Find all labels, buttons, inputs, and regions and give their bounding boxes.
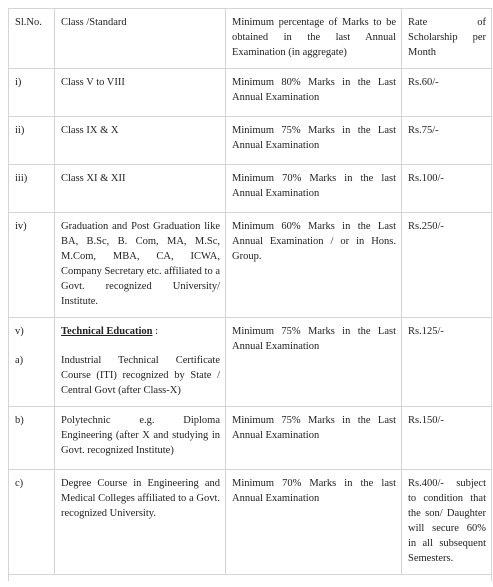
row-sl: v) (15, 326, 24, 337)
row-class: Industrial Technical Certificate Course (ITI) recognized by State / Central Govt (after Class-X) (61, 355, 220, 396)
table-header-row (9, 9, 492, 69)
row-class: Graduation and Post Graduation like BA, B.Sc, B. Com, MA, M.Sc, M.Com, MBA, CA, ICWA, Company Secretary etc. affiliated to a Govt. recognized University/ Institute. (55, 213, 226, 318)
row-min-marks: Minimum 70% Marks in the last Annual Examination (226, 165, 402, 213)
row-rate: Rs.60/- (402, 69, 492, 117)
row-class: Class IX & X (55, 117, 226, 165)
header-class: Class /Standard (55, 9, 226, 69)
row-sl: iv) (9, 213, 55, 318)
row-min-marks: Minimum 75% Marks in the Last Annual Examination (226, 117, 402, 165)
section-heading: Technical Education (61, 326, 153, 337)
row-rate: Rs.100/- (402, 165, 492, 213)
section-heading-suffix: : (152, 326, 159, 337)
row-min-marks: Minimum 75% Marks in the Last Annual Examination (226, 318, 402, 407)
row-sl-group (9, 318, 55, 407)
table-row (9, 407, 492, 470)
row-class-group (55, 318, 226, 407)
header-min-marks: Minimum percentage of Marks to be obtained in the last Annual Examination (in aggregate) (226, 9, 402, 69)
row-min-marks: Minimum 80% Marks in the Last Annual Examination (226, 69, 402, 117)
table-row (9, 165, 492, 213)
header-rate: Rate of Scholarship per Month (402, 9, 492, 69)
row-rate: Rs.125/- (402, 318, 492, 407)
row-class: Degree Course in Engineering and Medical Colleges affiliated to a Govt. recognized University. (55, 470, 226, 575)
row-class: Class XI & XII (55, 165, 226, 213)
row-min-marks: Minimum 70% Marks in the last Annual Examination (226, 470, 402, 575)
table-row-continuation (9, 575, 492, 582)
table-row (9, 470, 492, 575)
table-row (9, 213, 492, 318)
row-sl: ii) (9, 117, 55, 165)
row-rate: Rs.150/- (402, 407, 492, 470)
continuation-cell (9, 575, 492, 582)
row-class: Class V to VIII (55, 69, 226, 117)
row-sl: iii) (9, 165, 55, 213)
row-min-marks: Minimum 75% Marks in the Last Annual Examination (226, 407, 402, 470)
row-sl-sub: a) (15, 355, 24, 366)
row-rate: Rs.75/- (402, 117, 492, 165)
table-row (9, 117, 492, 165)
scholarship-table (8, 8, 492, 581)
row-min-marks: Minimum 60% Marks in the Last Annual Examination / or in Hons. Group. (226, 213, 402, 318)
row-class: Polytechnic e.g. Diploma Engineering (after X and studying in Govt. recognized Institute) (55, 407, 226, 470)
section-heading-wrap (61, 324, 220, 339)
row-rate: Rs.400/- subject to condition that the son/ Daughter will secure 60% in all subsequent Semesters. (402, 470, 492, 575)
table-row (9, 69, 492, 117)
row-sl: i) (9, 69, 55, 117)
header-sl: Sl.No. (9, 9, 55, 69)
table-row (9, 318, 492, 407)
row-sl: b) (9, 407, 55, 470)
row-sl: c) (9, 470, 55, 575)
row-rate: Rs.250/- (402, 213, 492, 318)
